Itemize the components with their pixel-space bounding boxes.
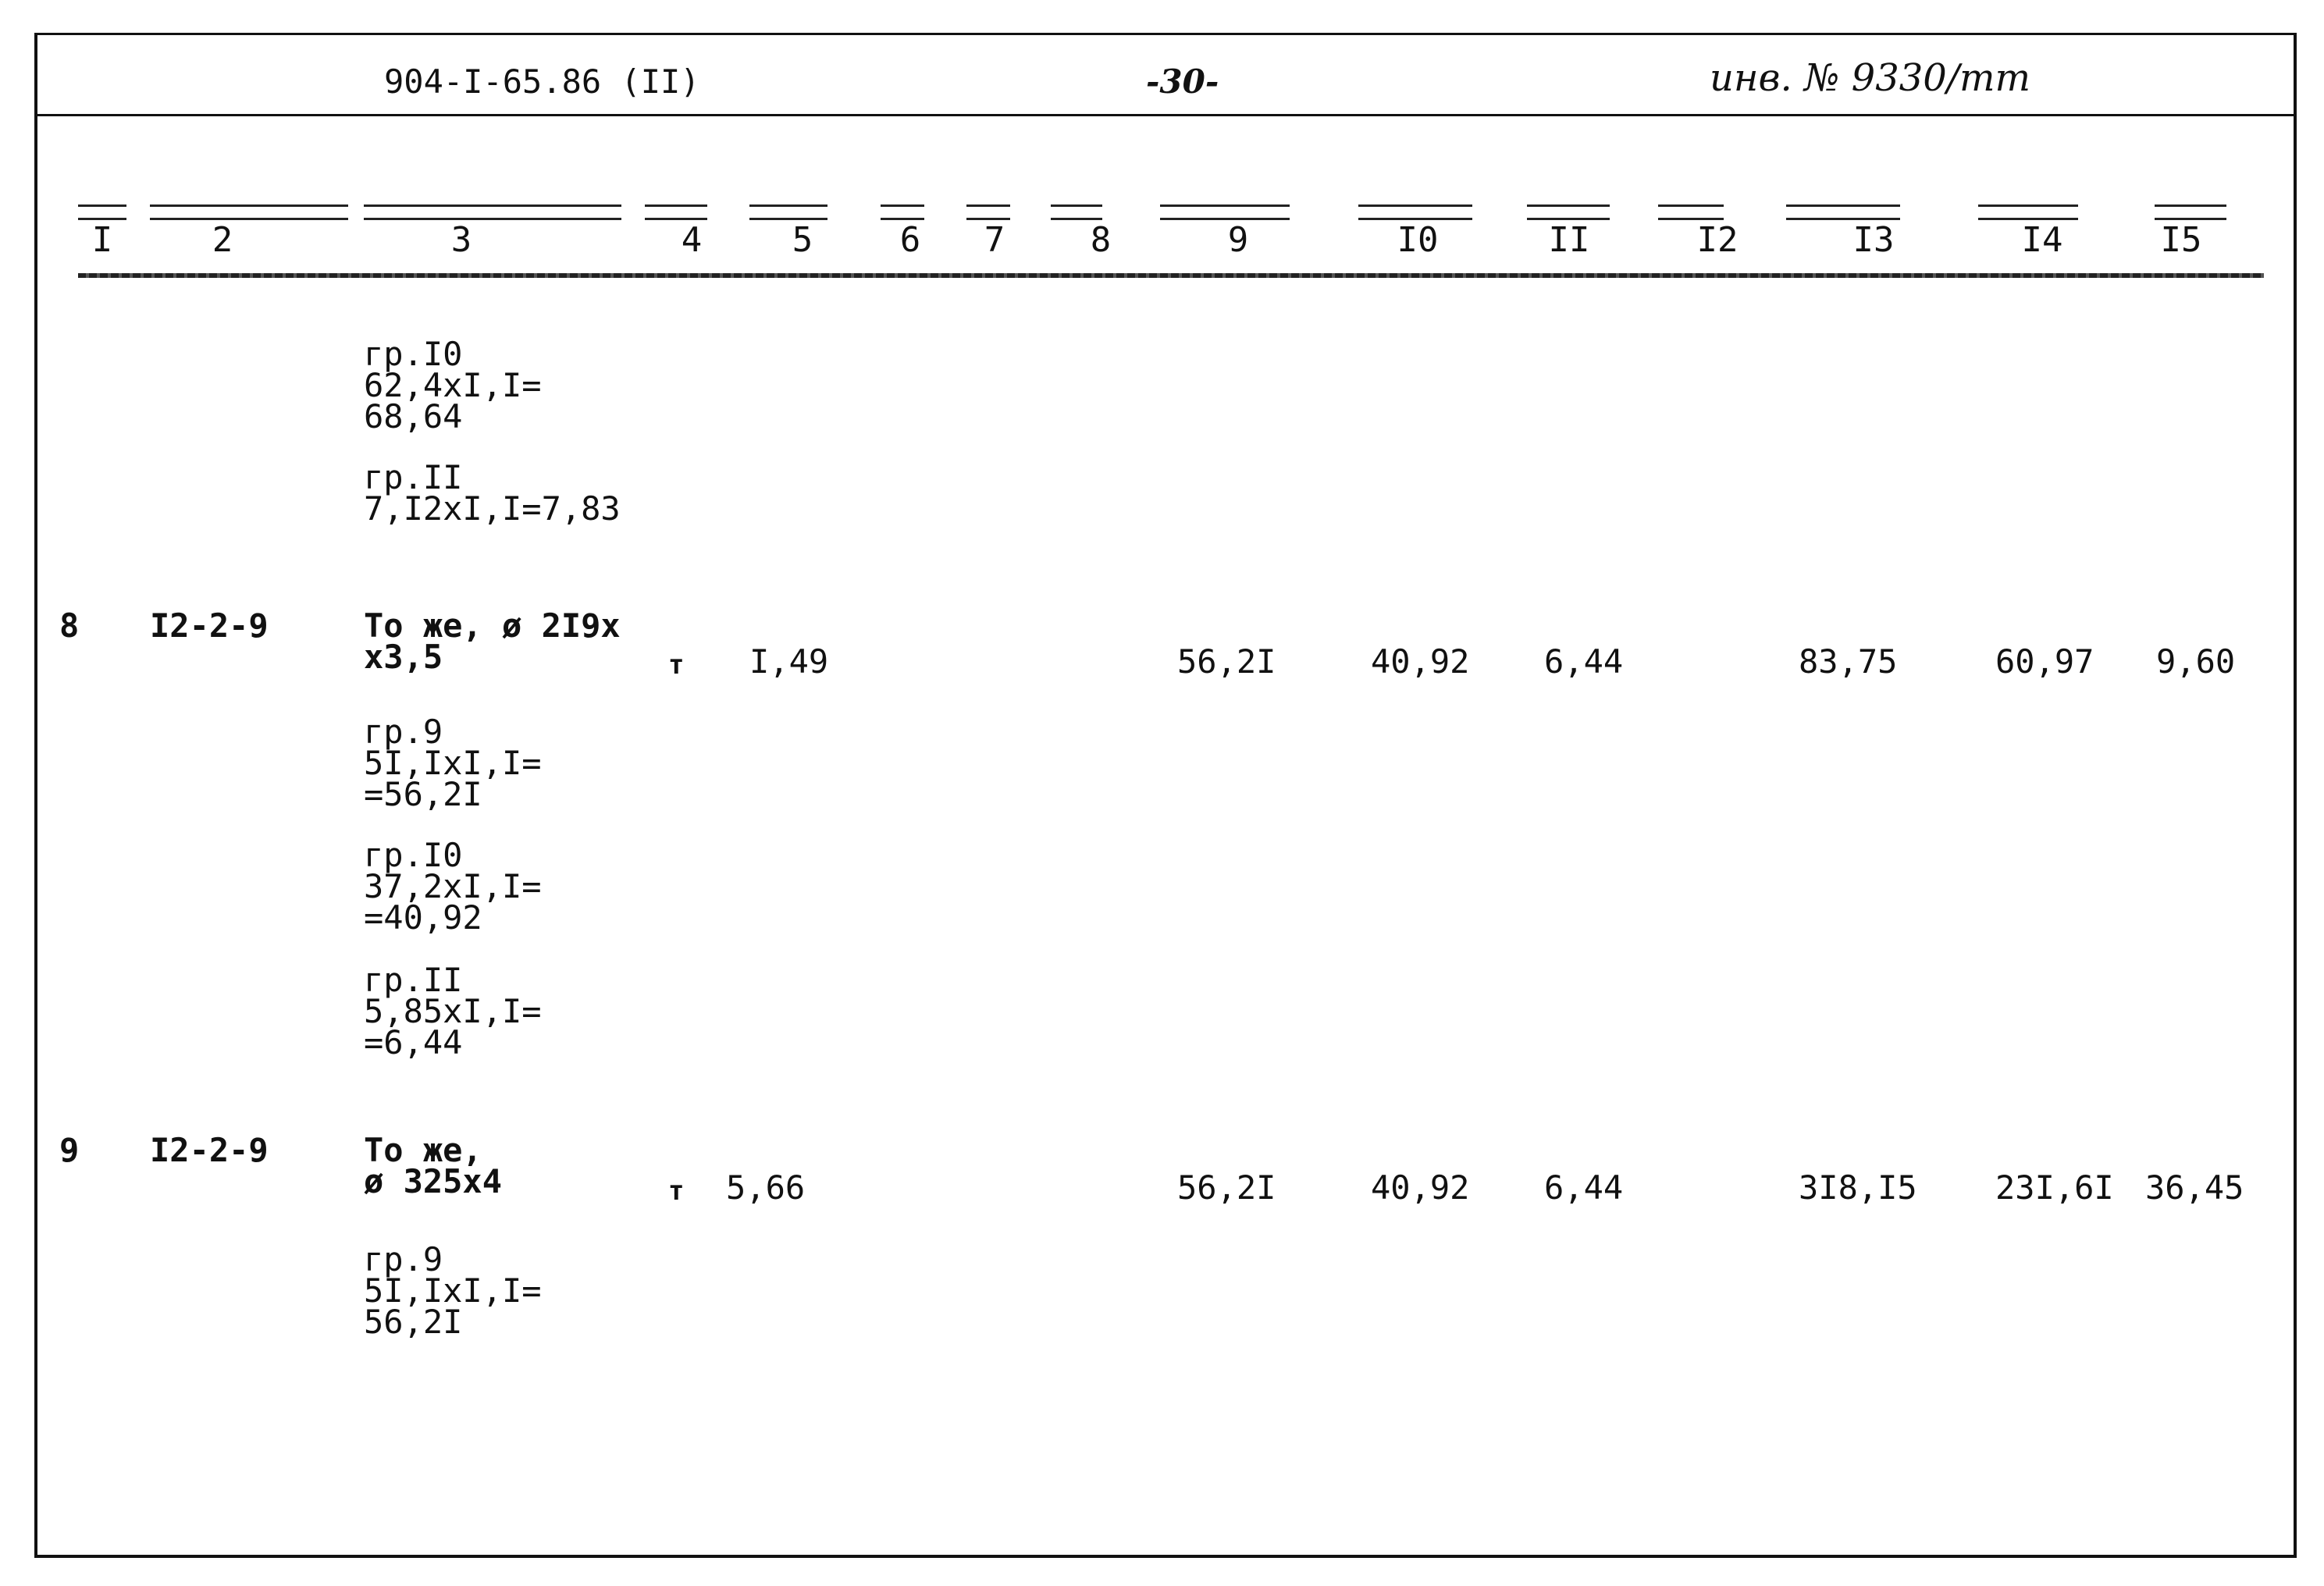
row-value-9: 56,2I: [1177, 642, 1276, 681]
row-value-14: 23I,6I: [1995, 1168, 2114, 1207]
row-value-13: 3I8,I5: [1799, 1168, 1917, 1207]
inventory-number: инв. № 9330/тт: [1710, 56, 2031, 100]
row-value-11: 6,44: [1544, 642, 1624, 681]
row-value-14: 60,97: [1995, 642, 2094, 681]
col-rule: [2155, 204, 2226, 220]
row-description: То же, ø 2I9х: [364, 606, 621, 645]
column-header: 3: [450, 220, 472, 260]
column-header: I4: [2021, 220, 2063, 260]
row-value-10: 40,92: [1371, 642, 1470, 681]
row-quantity: 5,66: [726, 1168, 806, 1207]
group-label: гр.9: [364, 1240, 443, 1278]
group-formula: 5I,IхI,I=: [364, 744, 542, 782]
col-rule: [78, 204, 126, 220]
col-rule: [1160, 204, 1290, 220]
column-header: 9: [1227, 220, 1249, 260]
column-header: I: [91, 220, 113, 260]
col-rule: [150, 204, 348, 220]
column-header: 4: [681, 220, 703, 260]
col-rule: [749, 204, 827, 220]
row-value-10: 40,92: [1371, 1168, 1470, 1207]
group-formula: 5,85хI,I=: [364, 992, 542, 1030]
column-header: 2: [212, 220, 233, 260]
column-header: 8: [1090, 220, 1112, 260]
column-header: 6: [899, 220, 921, 260]
group-label: гр.II: [364, 458, 463, 496]
group-result: =56,2I: [364, 775, 482, 813]
column-header: II: [1548, 220, 1590, 260]
col-rule: [1358, 204, 1472, 220]
col-rule: [1527, 204, 1610, 220]
header-divider: [34, 114, 2297, 116]
page-number: -30-: [1146, 62, 1219, 101]
col-rule: [966, 204, 1010, 220]
col-rule: [1051, 204, 1102, 220]
row-unit: т: [668, 1175, 685, 1207]
col-rule: [1786, 204, 1900, 220]
col-rule: [645, 204, 707, 220]
row-value-9: 56,2I: [1177, 1168, 1276, 1207]
row-description: То же,: [364, 1131, 482, 1169]
group-result: 56,2I: [364, 1303, 463, 1341]
column-header: 5: [792, 220, 813, 260]
group-formula: 5I,IхI,I=: [364, 1271, 542, 1310]
row-value-15: 36,45: [2145, 1168, 2244, 1207]
column-header: I2: [1696, 220, 1739, 260]
row-unit: т: [668, 649, 685, 681]
row-quantity: I,49: [749, 642, 829, 681]
col-rule: [364, 204, 621, 220]
column-header: I5: [2160, 220, 2202, 260]
row-value-11: 6,44: [1544, 1168, 1624, 1207]
header-underline: [78, 273, 2264, 278]
group-result: =6,44: [364, 1023, 463, 1061]
group-formula: 37,2хI,I=: [364, 867, 542, 905]
document-code: 904-I-65.86 (II): [384, 62, 700, 101]
row-code: I2-2-9: [150, 606, 269, 645]
group-label: гр.I0: [364, 836, 463, 874]
column-header: 7: [984, 220, 1005, 260]
col-rule: [1658, 204, 1724, 220]
row-value-13: 83,75: [1799, 642, 1898, 681]
group-formula: 62,4хI,I=: [364, 366, 542, 404]
group-formula: 7,I2хI,I=7,83: [364, 489, 621, 528]
column-header: I0: [1397, 220, 1439, 260]
row-value-15: 9,60: [2156, 642, 2236, 681]
group-result: 68,64: [364, 397, 463, 436]
row-code: I2-2-9: [150, 1131, 269, 1169]
row-number: 8: [59, 606, 80, 645]
group-result: =40,92: [364, 898, 482, 937]
col-rule: [881, 204, 924, 220]
column-header: I3: [1852, 220, 1895, 260]
row-description: х3,5: [364, 638, 443, 676]
row-description: ø 325х4: [364, 1162, 503, 1200]
group-label: гр.9: [364, 713, 443, 751]
row-number: 9: [59, 1131, 80, 1169]
group-label: гр.I0: [364, 335, 463, 373]
group-label: гр.II: [364, 961, 463, 999]
col-rule: [1978, 204, 2078, 220]
